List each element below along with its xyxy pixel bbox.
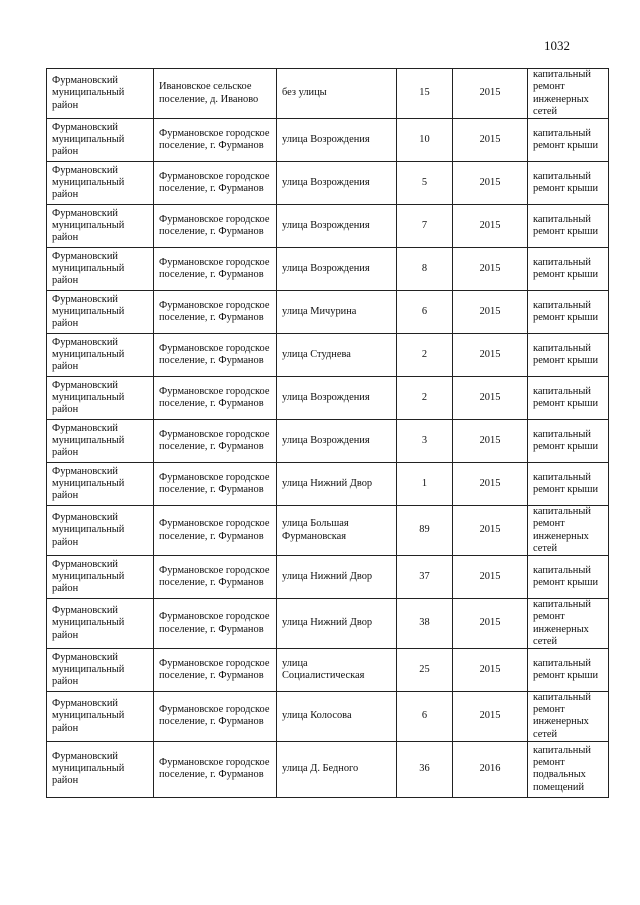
district-cell: Фурмановский муниципальный район (47, 420, 154, 463)
settlement-cell: Фурмановское городское поселение, г. Фурманов (154, 692, 277, 742)
house-number-cell: 5 (397, 162, 453, 205)
year-cell: 2016 (453, 741, 528, 797)
year-cell: 2015 (453, 69, 528, 119)
year-cell: 2015 (453, 334, 528, 377)
street-cell: улица Возрождения (277, 248, 397, 291)
work-type-cell: капитальный ремонт крыши (528, 649, 609, 692)
settlement-cell: Фурмановское городское поселение, г. Фурманов (154, 420, 277, 463)
work-type-cell: капитальный ремонт крыши (528, 556, 609, 599)
street-cell: улица Возрождения (277, 377, 397, 420)
street-cell: улица Возрождения (277, 162, 397, 205)
district-cell: Фурмановский муниципальный район (47, 741, 154, 797)
work-type-cell: капитальный ремонт инженерных сетей (528, 69, 609, 119)
street-cell: улица Д. Бедного (277, 741, 397, 797)
district-cell: Фурмановский муниципальный район (47, 162, 154, 205)
work-type-cell: капитальный ремонт крыши (528, 377, 609, 420)
repair-schedule-table (46, 68, 609, 798)
district-cell: Фурмановский муниципальный район (47, 377, 154, 420)
settlement-cell: Фурмановское городское поселение, г. Фурманов (154, 556, 277, 599)
house-number-cell: 8 (397, 248, 453, 291)
house-number-cell: 10 (397, 119, 453, 162)
year-cell: 2015 (453, 162, 528, 205)
house-number-cell: 6 (397, 692, 453, 742)
year-cell: 2015 (453, 599, 528, 649)
work-type-cell: капитальный ремонт крыши (528, 119, 609, 162)
table-row (47, 649, 609, 692)
work-type-cell: капитальный ремонт крыши (528, 334, 609, 377)
district-cell: Фурмановский муниципальный район (47, 649, 154, 692)
settlement-cell: Фурмановское городское поселение, г. Фурманов (154, 506, 277, 556)
district-cell: Фурмановский муниципальный район (47, 556, 154, 599)
table-row (47, 506, 609, 556)
settlement-cell: Фурмановское городское поселение, г. Фурманов (154, 334, 277, 377)
house-number-cell: 15 (397, 69, 453, 119)
street-cell: улица Возрождения (277, 420, 397, 463)
house-number-cell: 36 (397, 741, 453, 797)
table-row (47, 377, 609, 420)
district-cell: Фурмановский муниципальный район (47, 692, 154, 742)
year-cell: 2015 (453, 420, 528, 463)
table-row (47, 205, 609, 248)
settlement-cell: Фурмановское городское поселение, г. Фурманов (154, 599, 277, 649)
district-cell: Фурмановский муниципальный район (47, 69, 154, 119)
house-number-cell: 6 (397, 291, 453, 334)
street-cell: улица Большая Фурмановская (277, 506, 397, 556)
district-cell: Фурмановский муниципальный район (47, 599, 154, 649)
work-type-cell: капитальный ремонт инженерных сетей (528, 506, 609, 556)
settlement-cell: Фурмановское городское поселение, г. Фурманов (154, 649, 277, 692)
table-row (47, 420, 609, 463)
street-cell: без улицы (277, 69, 397, 119)
street-cell: улица Нижний Двор (277, 463, 397, 506)
table-row (47, 692, 609, 742)
district-cell: Фурмановский муниципальный район (47, 291, 154, 334)
street-cell: улица Возрождения (277, 205, 397, 248)
settlement-cell: Фурмановское городское поселение, г. Фурманов (154, 205, 277, 248)
settlement-cell: Фурмановское городское поселение, г. Фурманов (154, 463, 277, 506)
year-cell: 2015 (453, 205, 528, 248)
work-type-cell: капитальный ремонт крыши (528, 420, 609, 463)
house-number-cell: 2 (397, 334, 453, 377)
year-cell: 2015 (453, 506, 528, 556)
work-type-cell: капитальный ремонт крыши (528, 205, 609, 248)
settlement-cell: Фурмановское городское поселение, г. Фурманов (154, 377, 277, 420)
table-row (47, 463, 609, 506)
year-cell: 2015 (453, 649, 528, 692)
house-number-cell: 1 (397, 463, 453, 506)
year-cell: 2015 (453, 291, 528, 334)
district-cell: Фурмановский муниципальный район (47, 463, 154, 506)
house-number-cell: 37 (397, 556, 453, 599)
work-type-cell: капитальный ремонт подвальных помещений (528, 741, 609, 797)
table-row (47, 741, 609, 797)
settlement-cell: Фурмановское городское поселение, г. Фурманов (154, 119, 277, 162)
year-cell: 2015 (453, 556, 528, 599)
work-type-cell: капитальный ремонт крыши (528, 162, 609, 205)
street-cell: улица Мичурина (277, 291, 397, 334)
settlement-cell: Фурмановское городское поселение, г. Фурманов (154, 248, 277, 291)
settlement-cell: Ивановское сельское поселение, д. Иваново (154, 69, 277, 119)
house-number-cell: 2 (397, 377, 453, 420)
table-row (47, 69, 609, 119)
house-number-cell: 3 (397, 420, 453, 463)
house-number-cell: 89 (397, 506, 453, 556)
settlement-cell: Фурмановское городское поселение, г. Фурманов (154, 291, 277, 334)
street-cell: улица Возрождения (277, 119, 397, 162)
house-number-cell: 7 (397, 205, 453, 248)
settlement-cell: Фурмановское городское поселение, г. Фурманов (154, 741, 277, 797)
district-cell: Фурмановский муниципальный район (47, 119, 154, 162)
work-type-cell: капитальный ремонт крыши (528, 463, 609, 506)
work-type-cell: капитальный ремонт инженерных сетей (528, 599, 609, 649)
street-cell: улица Нижний Двор (277, 556, 397, 599)
table-row (47, 599, 609, 649)
table-row (47, 291, 609, 334)
work-type-cell: капитальный ремонт крыши (528, 291, 609, 334)
district-cell: Фурмановский муниципальный район (47, 248, 154, 291)
district-cell: Фурмановский муниципальный район (47, 334, 154, 377)
street-cell: улица Социалистическая (277, 649, 397, 692)
year-cell: 2015 (453, 463, 528, 506)
table-row (47, 334, 609, 377)
district-cell: Фурмановский муниципальный район (47, 205, 154, 248)
street-cell: улица Колосова (277, 692, 397, 742)
table-row (47, 248, 609, 291)
year-cell: 2015 (453, 248, 528, 291)
year-cell: 2015 (453, 119, 528, 162)
year-cell: 2015 (453, 377, 528, 420)
table-body (47, 69, 609, 798)
year-cell: 2015 (453, 692, 528, 742)
house-number-cell: 25 (397, 649, 453, 692)
street-cell: улица Студнева (277, 334, 397, 377)
page-number: 1032 (544, 38, 570, 53)
settlement-cell: Фурмановское городское поселение, г. Фурманов (154, 162, 277, 205)
table-row (47, 162, 609, 205)
table-row (47, 556, 609, 599)
work-type-cell: капитальный ремонт крыши (528, 248, 609, 291)
work-type-cell: капитальный ремонт инженерных сетей (528, 692, 609, 742)
street-cell: улица Нижний Двор (277, 599, 397, 649)
house-number-cell: 38 (397, 599, 453, 649)
district-cell: Фурмановский муниципальный район (47, 506, 154, 556)
table-row (47, 119, 609, 162)
